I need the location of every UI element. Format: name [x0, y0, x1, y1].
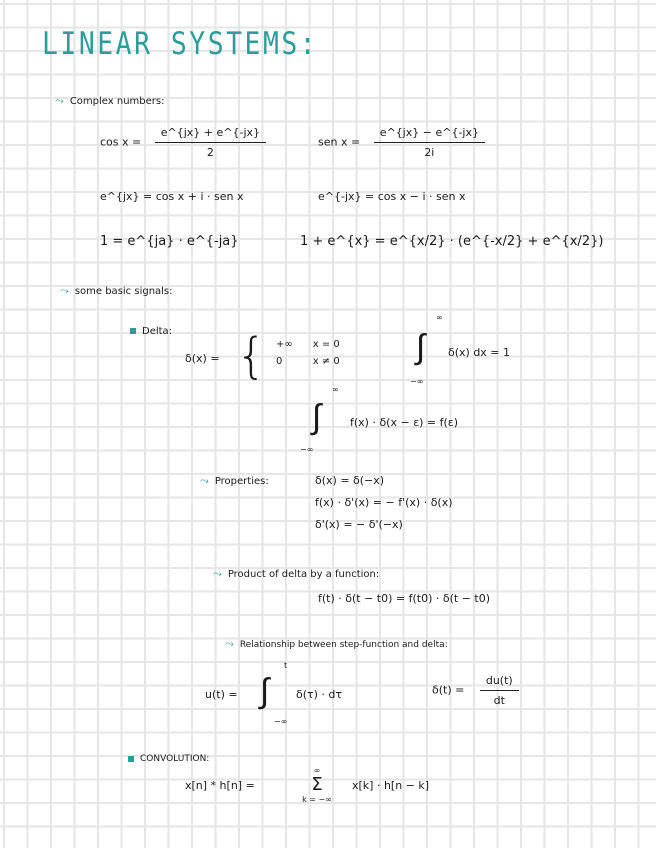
summation	[292, 766, 342, 805]
square-bullet-icon	[128, 756, 134, 762]
delta-lhs: δ(x) =	[185, 352, 220, 365]
sen-formula	[318, 126, 485, 159]
integral-body: δ(τ) · dτ	[296, 688, 343, 701]
section-complex-numbers	[55, 94, 164, 108]
wavy-arrow-icon: ⤳	[213, 567, 222, 580]
section-heading: some basic signals:	[74, 286, 173, 297]
brace-icon: {	[236, 328, 267, 384]
sigma-icon: Σ	[311, 774, 323, 795]
integral-body: f(x) · δ(x − ε) = f(ε)	[350, 416, 459, 429]
step-integral	[256, 662, 396, 728]
case-condition: x ≠ 0	[312, 356, 340, 367]
lower-limit: −∞	[300, 445, 314, 454]
wavy-arrow-icon: ⤳	[55, 94, 64, 107]
section-basic-signals	[60, 284, 173, 298]
delta-cases	[266, 336, 350, 370]
relationship-heading	[225, 637, 448, 651]
property-3: δ'(x) = − δ'(−x)	[315, 518, 403, 531]
square-bullet-icon	[130, 328, 136, 334]
deriv-denominator: dt	[493, 694, 505, 707]
delta-label-text: Delta:	[142, 326, 173, 337]
deriv-numerator: du(t)	[480, 674, 519, 691]
section-heading: Complex numbers:	[69, 96, 165, 107]
cos-denominator: 2	[206, 146, 214, 159]
upper-limit: ∞	[436, 313, 443, 322]
sum-lower: k = −∞	[302, 795, 332, 804]
case-condition: x = 0	[312, 339, 340, 350]
deriv-lhs: δ(t) =	[432, 683, 465, 697]
integral-icon: ∫	[260, 671, 270, 711]
integral-body: δ(x) dx = 1	[448, 346, 511, 359]
sen-denominator: 2i	[424, 146, 435, 159]
wavy-arrow-icon: ⤳	[225, 637, 234, 650]
wavy-arrow-icon: ⤳	[200, 474, 209, 487]
convolution-label-text: CONVOLUTION:	[140, 754, 210, 764]
upper-limit: ∞	[332, 385, 339, 394]
cos-numerator: e^{jx} + e^{-jx}	[155, 126, 266, 143]
identity-two: 1 + e^{x} = e^{x/2} · (e^{-x/2} + e^{x/2})	[300, 234, 604, 249]
property-1: δ(x) = δ(−x)	[315, 474, 385, 487]
sen-numerator: e^{jx} − e^{-jx}	[374, 126, 485, 143]
convolution-label	[128, 754, 209, 764]
cos-formula	[100, 126, 266, 159]
case-value: 0	[276, 356, 283, 367]
delta-derivative	[432, 674, 519, 707]
integral-icon: ∫	[416, 327, 426, 367]
lower-limit: −∞	[410, 377, 424, 386]
product-equation: f(t) · δ(t − t0) = f(t0) · δ(t − t0)	[318, 592, 491, 605]
sen-lhs: sen x =	[318, 135, 361, 149]
page-title: LINEAR SYSTEMS:	[42, 26, 319, 62]
property-2: f(x) · δ'(x) = − f'(x) · δ(x)	[315, 496, 453, 509]
euler-negative: e^{-jx} = cos x − i · sen x	[318, 190, 466, 203]
properties-label-text: Properties:	[214, 476, 269, 487]
sum-upper: ∞	[313, 766, 321, 775]
product-heading-text: Product of delta by a function:	[227, 569, 380, 580]
lower-limit: −∞	[274, 717, 288, 726]
delta-integral	[410, 314, 580, 390]
euler-positive: e^{jx} = cos x + i · sen x	[100, 190, 244, 203]
step-lhs: u(t) =	[205, 688, 238, 701]
relationship-heading-text: Relationship between step-function and delta:	[239, 640, 448, 650]
cos-lhs: cos x =	[100, 135, 142, 149]
identity-one: 1 = e^{ja} · e^{-ja}	[100, 234, 239, 249]
delta-label	[130, 326, 172, 337]
case-value: +∞	[276, 339, 293, 350]
upper-limit: t	[284, 661, 288, 670]
convolution-lhs: x[n] * h[n] =	[185, 779, 255, 792]
integral-icon: ∫	[312, 397, 322, 437]
properties-label	[200, 474, 269, 488]
product-heading	[213, 567, 379, 581]
sifting-integral	[300, 386, 580, 462]
wavy-arrow-icon: ⤳	[60, 284, 69, 297]
convolution-rhs: x[k] · h[n − k]	[352, 779, 430, 792]
